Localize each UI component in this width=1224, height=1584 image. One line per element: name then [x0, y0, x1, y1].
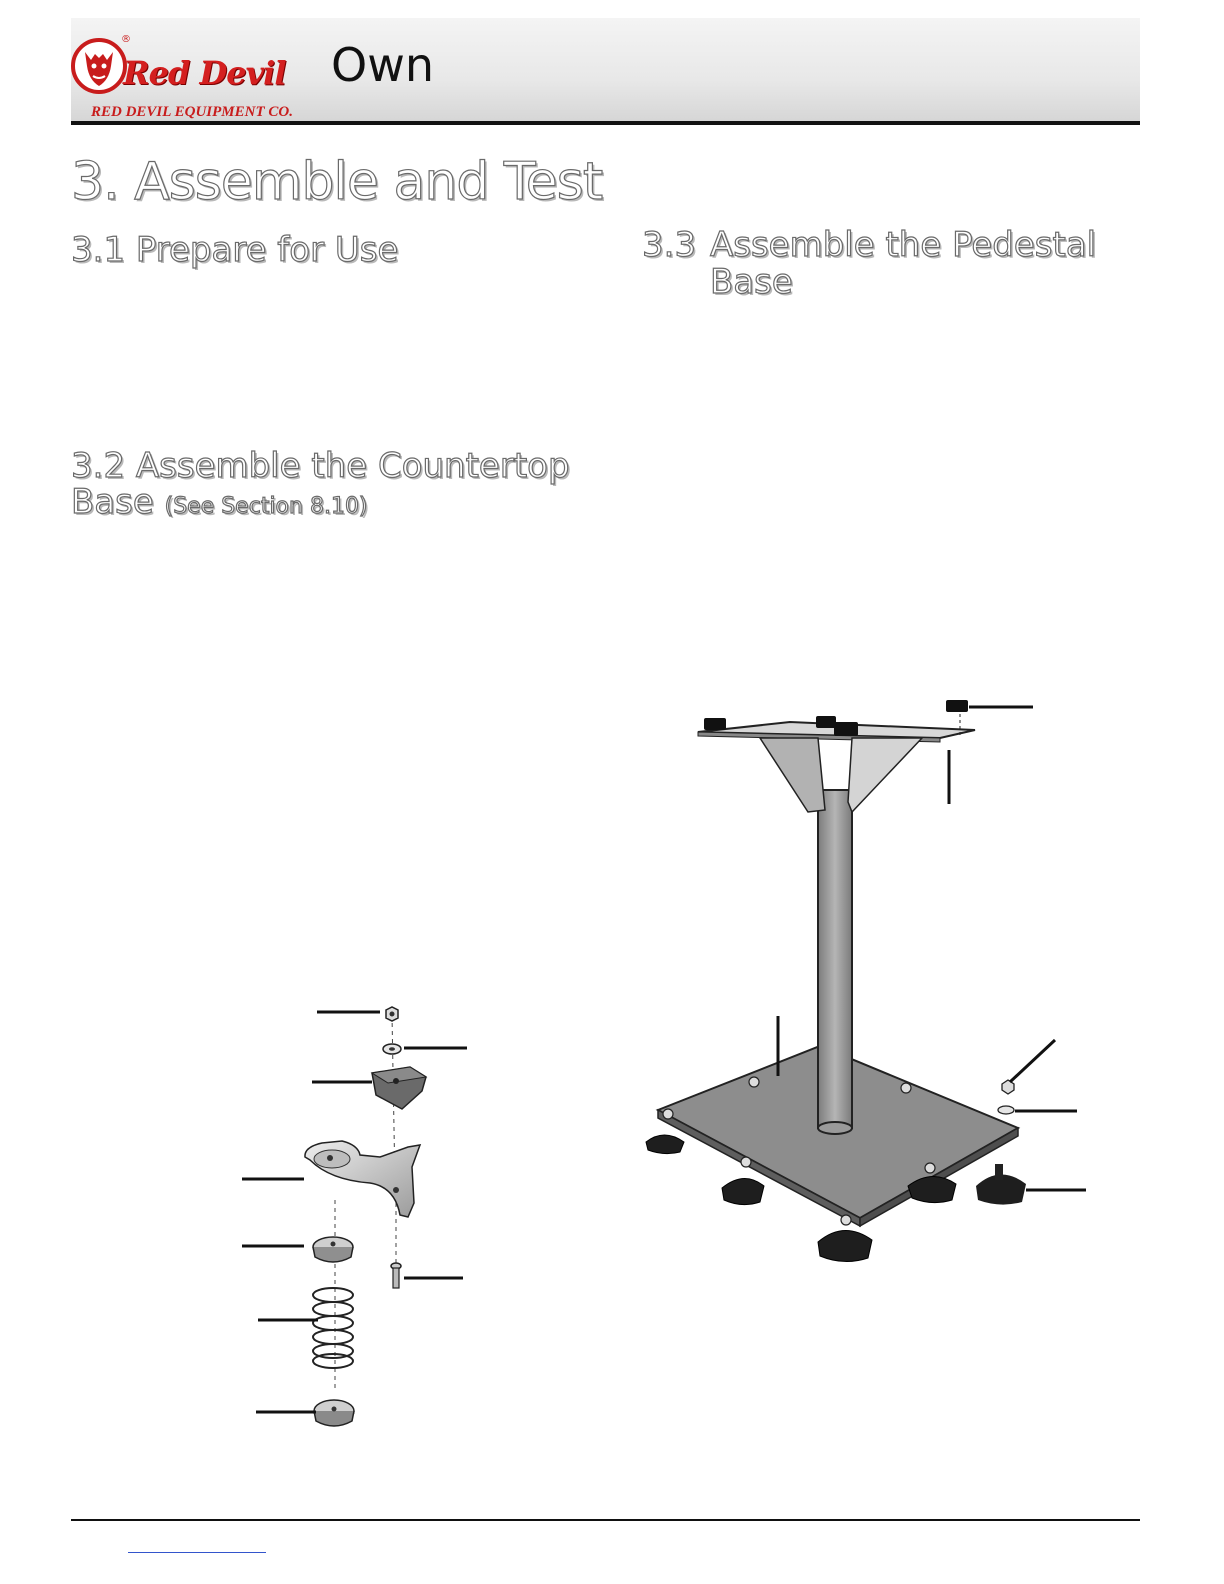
- section-3-2-heading-line2: [71, 482, 368, 522]
- red-devil-logo: [71, 32, 321, 120]
- spare-washer: [998, 1106, 1014, 1114]
- section-3-3-heading-line1: [642, 225, 1096, 265]
- section-3-2-heading-line1: 3.2 Assemble the Countertop: [71, 446, 570, 486]
- company-name: RED DEVIL EQUIPMENT CO.: [91, 104, 293, 120]
- footer-link-underline[interactable]: [128, 1552, 266, 1553]
- nut-part: [386, 1007, 398, 1021]
- registered-mark: ®: [121, 34, 131, 45]
- pedestal-base-diagram: [640, 690, 1100, 1290]
- section-3-2-base: Base: [71, 482, 154, 522]
- section-3-1-heading: 3.1 Prepare for Use: [71, 230, 399, 270]
- section-3-3-title: Assemble the Pedestal: [710, 225, 1097, 265]
- countertop-base-diagram: [230, 995, 490, 1445]
- section-3-2-note: (See Section 8.10): [164, 494, 368, 519]
- section-3-3-heading-line2: Base: [710, 262, 793, 302]
- foot-part: [314, 1400, 354, 1426]
- washer-part: [383, 1044, 401, 1054]
- clamp-body-part: [305, 1141, 420, 1217]
- cap-part: [313, 1237, 353, 1262]
- footer-rule: [71, 1519, 1140, 1521]
- header-title: Own: [331, 38, 434, 92]
- pad-part: [372, 1067, 426, 1109]
- spare-nut: [1002, 1080, 1014, 1094]
- main-heading: 3. Assemble and Test: [71, 152, 603, 212]
- page-header: [71, 18, 1140, 125]
- spring-part: [313, 1288, 353, 1368]
- devil-head-icon: [71, 36, 131, 96]
- spare-foot: [976, 1164, 1026, 1205]
- screw-part: [391, 1263, 401, 1288]
- section-3-3-number: 3.3: [642, 225, 697, 265]
- brand-name: Red Devil: [123, 54, 286, 92]
